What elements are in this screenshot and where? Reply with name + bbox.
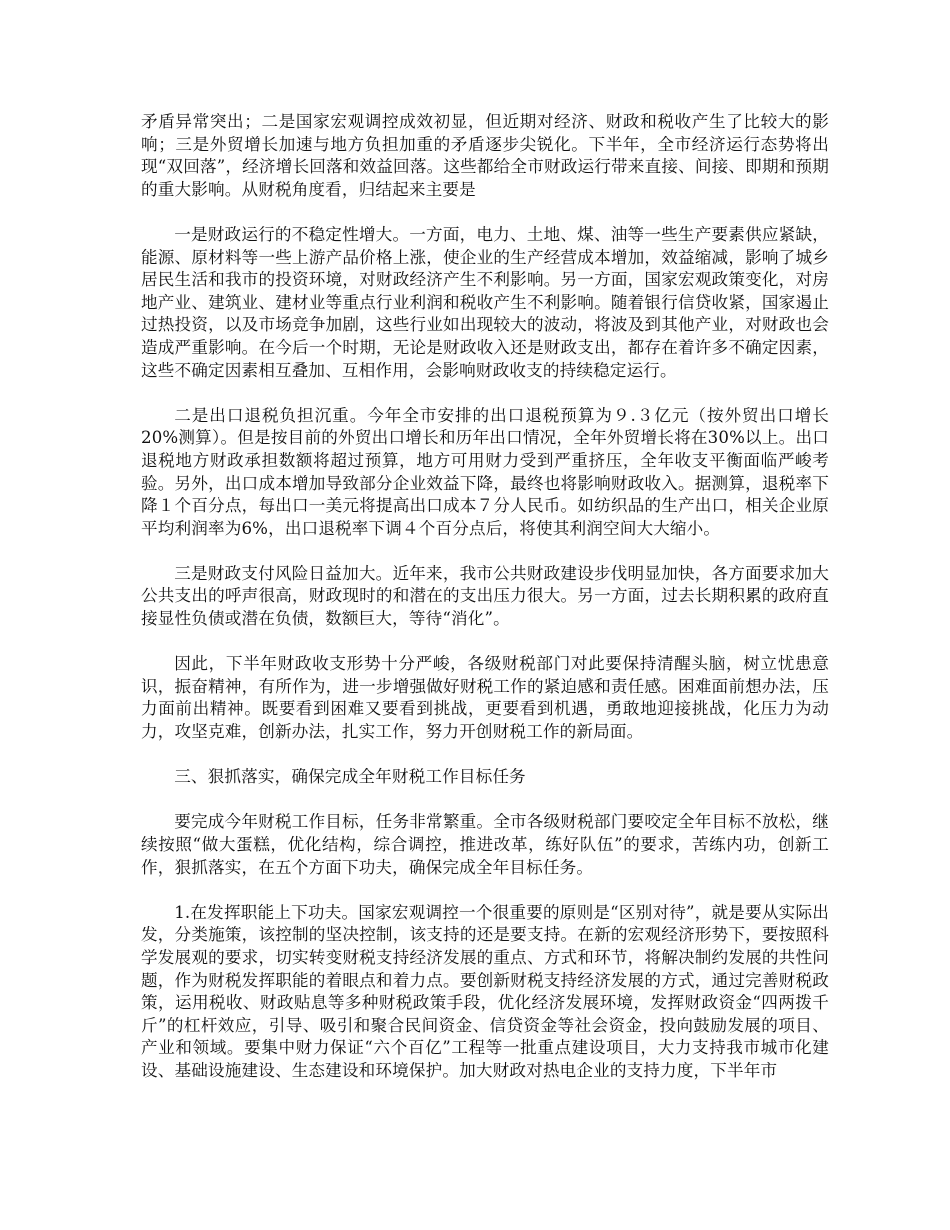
section-heading-three: 三、狠抓落实，确保完成全年财税工作目标任务 bbox=[174, 767, 526, 787]
paragraph-payment-risk: 三是财政支付风险日益加大。近年来，我市公共财政建设步伐明显加快，各方面要求加大公共支出的呼声很高，财政现时的和潜在的支出压力很大。另一方面，过去长期积累的政府直接显性负债或潜在负债，数额巨大，等待“消化”。 bbox=[141, 563, 829, 629]
document-page bbox=[141, 111, 829, 1083]
paragraph-fiscal-instability: 一是财政运行的不稳定性增大。一方面，电力、土地、煤、油等一些生产要素供应紧缺，能源、原材料等一些上游产品价格上涨，使企业的生产经营成本增加，效益缩减，影响了城乡居民生活和我市的投资环境，对财政经济产生不利影响。另一方面，国家宏观政策变化，对房地产业、建筑业、建材业等重点行业利润和税收产生不利影响。随着银行信贷收紧，国家遏止过热投资，以及市场竞争加剧，这些行业如出现较大的波动，将波及到其他产业，对财政也会造成严重影响。在今后一个时期，无论是财政收入还是财政支出，都存在着许多不确定因素，这些不确定因素相互叠加、互相作用，会影响财政收支的持续稳定运行。 bbox=[141, 224, 829, 380]
paragraph-annual-targets: 要完成今年财税工作目标，任务非常繁重。全市各级财税部门要咬定全年目标不放松，继续按照“做大蛋糕，优化结构，综合调控，推进改革，练好队伍”的要求，苦练内功，创新工作，狠抓落实，在五个方面下功夫，确保完成全年目标任务。 bbox=[141, 812, 829, 877]
paragraph-conclusion: 因此，下半年财政收支形势十分严峻，各级财税部门对此要保持清醒头脑，树立忧患意识，振奋精神，有所作为，进一步增强做好财税工作的紧迫感和责任感。困难面前想办法，压力面前出精神。既要看到困难又要看到挑战，更要看到机遇，勇敢地迎接挑战，化压力为动力，攻坚克难，创新办法，扎实工作，努力开创财税工作的新局面。 bbox=[141, 654, 829, 742]
paragraph-continuation: 矛盾异常突出；二是国家宏观调控成效初显，但近期对经济、财政和税收产生了比较大的影响；三是外贸增长加速与地方负担加重的矛盾逐步尖锐化。下半年，全市经济运行态势将出现“双回落”，经济增长回落和效益回落。这些都给全市财政运行带来直接、间接、即期和预期的重大影响。从财税角度看，归结起来主要是 bbox=[141, 112, 829, 199]
paragraph-item-one: 1.在发挥职能上下功夫。国家宏观调控一个很重要的原则是“区别对待”，就是要从实际出发，分类施策，该控制的坚决控制，该支持的还是要支持。在新的宏观经济形势下，要按照科学发展观的要求，切实转变财税支持经济发展的重点、方式和环节，将解决制约发展的共性问题，作为财税发挥职能的着眼点和着力点。要创新财税支持经济发展的方式，通过完善财税政策，运用税收、财政贴息等多种财税政策手段，优化经济发展环境，发挥财政资金“四两拨千斤”的杠杆效应，引导、吸引和聚合民间资金、信贷资金等社会资金，投向鼓励发展的项目、产业和领域。要集中财力保证“六个百亿”工程等一批重点建设项目，大力支持我市城市化建设、基础设施建设、生态建设和环境保护。加大财政对热电企业的支持力度，下半年市 bbox=[141, 902, 829, 1080]
paragraph-export-tax-rebate: 二是出口退税负担沉重。今年全市安排的出口退税预算为９.３亿元（按外贸出口增长20%测算）。但是按目前的外贸出口增长和历年出口情况，全年外贸增长将在30%以上。出口退税地方财政承担数额将超过预算，地方可用财力受到严重挤压，全年收支平衡面临严峻考验。另外，出口成本增加导致部分企业效益下降，最终也将影响财政收入。据测算，退税率下降１个百分点，每出口一美元将提高出口成本７分人民币。如纺织品的生产出口，相关企业原平均利润率为6%，出口退税率下调４个百分点后，将使其利润空间大大缩小。 bbox=[141, 405, 829, 538]
